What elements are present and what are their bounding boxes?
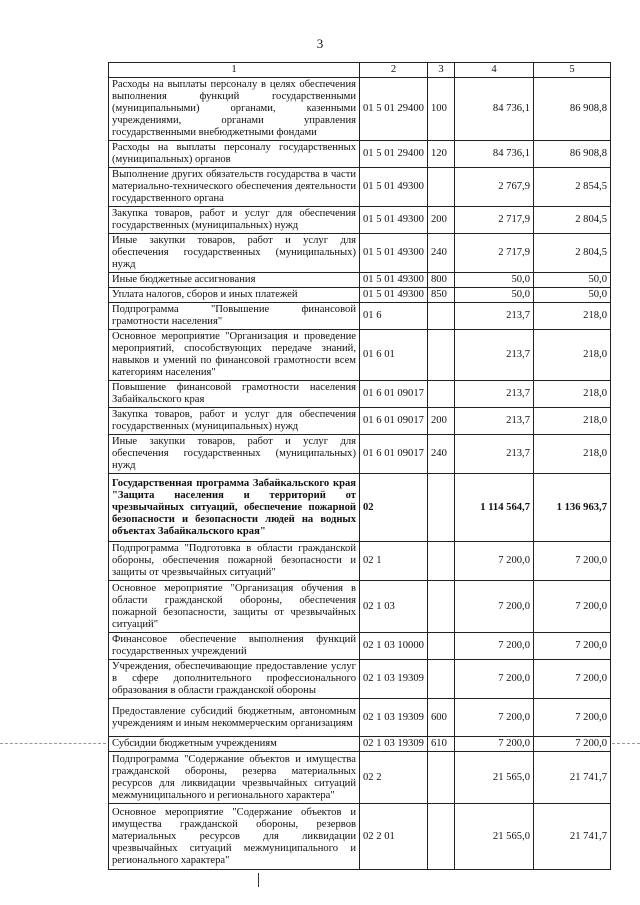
table-row (109, 234, 611, 273)
row-amount-year1: 84 736,1 (455, 141, 534, 168)
row-amount-year1: 213,7 (455, 408, 534, 435)
row-amount-year2: 218,0 (534, 381, 611, 408)
column-number: 5 (534, 63, 611, 78)
table-row (109, 408, 611, 435)
row-code: 02 (360, 474, 428, 542)
row-amount-year2: 21 741,7 (534, 804, 611, 870)
row-amount-year1: 21 565,0 (455, 752, 534, 804)
table-row (109, 288, 611, 303)
scan-artifact-line (612, 743, 640, 744)
table-row (109, 542, 611, 581)
column-number: 3 (428, 63, 455, 78)
row-code: 01 5 01 29400 (360, 141, 428, 168)
row-amount-year2: 218,0 (534, 435, 611, 474)
table-row (109, 581, 611, 633)
row-amount-year2: 7 200,0 (534, 581, 611, 633)
row-code: 02 1 03 19309 (360, 699, 428, 737)
row-name: Подпрограмма "Подготовка в области гражданской обороны, обеспечения пожарной безопасности и защиты от чрезвычайных ситуаций" (109, 542, 360, 581)
row-expense-type (428, 633, 455, 660)
row-amount-year2: 50,0 (534, 273, 611, 288)
row-name: Субсидии бюджетным учреждениям (109, 737, 360, 752)
row-expense-type: 610 (428, 737, 455, 752)
column-number: 2 (360, 63, 428, 78)
table-row (109, 207, 611, 234)
row-name: Уплата налогов, сборов и иных платежей (109, 288, 360, 303)
row-amount-year1: 213,7 (455, 381, 534, 408)
row-amount-year1: 2 767,9 (455, 168, 534, 207)
row-name: Закупка товаров, работ и услуг для обеспечения государственных (муниципальных) нужд (109, 207, 360, 234)
table-row (109, 78, 611, 141)
row-amount-year1: 7 200,0 (455, 660, 534, 699)
table-row (109, 435, 611, 474)
table-row (109, 330, 611, 381)
row-expense-type (428, 660, 455, 699)
row-name: Основное мероприятие "Организация обучения в области гражданской обороны, обеспечения пожарной безопасности, защиты от чрезвычайных ситуаций" (109, 581, 360, 633)
page-number: 3 (316, 36, 324, 51)
table-row (109, 660, 611, 699)
row-code: 02 2 01 (360, 804, 428, 870)
row-code: 01 5 01 29400 (360, 78, 428, 141)
row-amount-year2: 50,0 (534, 288, 611, 303)
table-row (109, 633, 611, 660)
row-name: Государственная программа Забайкальского края "Защита населения и территорий от чрезвычайных ситуаций, обеспечение пожарной безопасности и безопасности людей на водных объектах Забайкальского края" (109, 474, 360, 542)
scan-artifact-mark (258, 873, 259, 887)
table-row (109, 303, 611, 330)
row-amount-year2: 7 200,0 (534, 660, 611, 699)
row-amount-year2: 21 741,7 (534, 752, 611, 804)
scan-artifact-line (0, 743, 106, 744)
row-expense-type: 240 (428, 435, 455, 474)
row-amount-year1: 50,0 (455, 273, 534, 288)
row-code: 01 5 01 49300 (360, 288, 428, 303)
table-row (109, 474, 611, 542)
row-code: 01 6 01 09017 (360, 381, 428, 408)
row-name: Расходы на выплаты персоналу в целях обеспечения выполнения функций государственными (муниципальными) органами, казенными учреждениями, органами управления государственными внебюджетными фондами (109, 78, 360, 141)
row-amount-year1: 7 200,0 (455, 581, 534, 633)
table-row (109, 381, 611, 408)
table-row (109, 752, 611, 804)
row-expense-type (428, 381, 455, 408)
row-code: 01 5 01 49300 (360, 273, 428, 288)
column-number-row (109, 63, 611, 78)
row-amount-year1: 7 200,0 (455, 542, 534, 581)
row-amount-year2: 7 200,0 (534, 737, 611, 752)
row-code: 02 1 (360, 542, 428, 581)
row-expense-type: 800 (428, 273, 455, 288)
row-code: 01 6 01 (360, 330, 428, 381)
row-expense-type: 850 (428, 288, 455, 303)
row-name: Расходы на выплаты персоналу государственных (муниципальных) органов (109, 141, 360, 168)
row-name: Финансовое обеспечение выполнения функций государственных учреждений (109, 633, 360, 660)
column-number: 4 (455, 63, 534, 78)
row-amount-year2: 2 804,5 (534, 207, 611, 234)
row-name: Учреждения, обеспечивающие предоставление услуг в сфере дополнительного профессионального образования в области гражданской обороны (109, 660, 360, 699)
table-row (109, 273, 611, 288)
row-name: Выполнение других обязательств государства в части материально-технического обеспечения деятельности государственного органа (109, 168, 360, 207)
row-expense-type: 200 (428, 408, 455, 435)
table-row (109, 141, 611, 168)
row-amount-year1: 2 717,9 (455, 207, 534, 234)
row-amount-year1: 7 200,0 (455, 633, 534, 660)
row-amount-year1: 50,0 (455, 288, 534, 303)
row-code: 02 1 03 10000 (360, 633, 428, 660)
row-amount-year1: 213,7 (455, 330, 534, 381)
row-expense-type: 600 (428, 699, 455, 737)
row-amount-year2: 218,0 (534, 408, 611, 435)
table-row (109, 699, 611, 737)
row-code: 02 1 03 (360, 581, 428, 633)
row-amount-year2: 218,0 (534, 303, 611, 330)
row-expense-type (428, 752, 455, 804)
row-expense-type (428, 303, 455, 330)
row-amount-year2: 7 200,0 (534, 542, 611, 581)
row-amount-year1: 1 114 564,7 (455, 474, 534, 542)
row-amount-year2: 2 804,5 (534, 234, 611, 273)
row-name: Иные бюджетные ассигнования (109, 273, 360, 288)
row-name: Основное мероприятие "Организация и проведение мероприятий, способствующих передаче знаний, навыков и умений по финансовой грамотности всем категориям населения" (109, 330, 360, 381)
row-expense-type: 240 (428, 234, 455, 273)
row-expense-type (428, 581, 455, 633)
row-name: Иные закупки товаров, работ и услуг для обеспечения государственных (муниципальных) нужд (109, 234, 360, 273)
table-row (109, 168, 611, 207)
row-name: Повышение финансовой грамотности населения Забайкальского края (109, 381, 360, 408)
row-code: 02 1 03 19309 (360, 737, 428, 752)
row-code: 01 6 01 09017 (360, 435, 428, 474)
row-amount-year2: 7 200,0 (534, 633, 611, 660)
row-amount-year2: 218,0 (534, 330, 611, 381)
row-expense-type: 120 (428, 141, 455, 168)
row-expense-type (428, 168, 455, 207)
table-row (109, 737, 611, 752)
row-amount-year1: 84 736,1 (455, 78, 534, 141)
row-amount-year1: 21 565,0 (455, 804, 534, 870)
row-amount-year2: 86 908,8 (534, 78, 611, 141)
row-code: 01 5 01 49300 (360, 207, 428, 234)
row-amount-year2: 86 908,8 (534, 141, 611, 168)
row-expense-type (428, 804, 455, 870)
table-row (109, 804, 611, 870)
row-code: 02 1 03 19309 (360, 660, 428, 699)
row-amount-year2: 7 200,0 (534, 699, 611, 737)
budget-table (108, 62, 611, 870)
row-amount-year2: 2 854,5 (534, 168, 611, 207)
row-amount-year1: 213,7 (455, 303, 534, 330)
row-code: 01 6 (360, 303, 428, 330)
row-expense-type: 100 (428, 78, 455, 141)
row-code: 01 5 01 49300 (360, 168, 428, 207)
column-number: 1 (109, 63, 360, 78)
row-code: 01 6 01 09017 (360, 408, 428, 435)
row-amount-year1: 7 200,0 (455, 699, 534, 737)
row-expense-type (428, 542, 455, 581)
row-amount-year1: 2 717,9 (455, 234, 534, 273)
row-expense-type (428, 474, 455, 542)
row-name: Закупка товаров, работ и услуг для обеспечения государственных (муниципальных) нужд (109, 408, 360, 435)
row-name: Подпрограмма "Содержание объектов и имущества гражданской обороны, резерва материальных ресурсов для ликвидации чрезвычайных ситуаций межмуниципального и регионального характера" (109, 752, 360, 804)
row-code: 02 2 (360, 752, 428, 804)
row-name: Иные закупки товаров, работ и услуг для обеспечения государственных (муниципальных) нужд (109, 435, 360, 474)
row-name: Предоставление субсидий бюджетным, автономным учреждениям и иным некоммерческим организациям (109, 699, 360, 737)
row-expense-type (428, 330, 455, 381)
row-expense-type: 200 (428, 207, 455, 234)
row-code: 01 5 01 49300 (360, 234, 428, 273)
row-name: Подпрограмма "Повышение финансовой грамотности населения" (109, 303, 360, 330)
row-name: Основное мероприятие "Содержание объектов и имущества гражданской обороны, резервов материальных ресурсов для ликвидации чрезвычайных ситуаций межмуниципального и регионального характера" (109, 804, 360, 870)
row-amount-year1: 7 200,0 (455, 737, 534, 752)
row-amount-year2: 1 136 963,7 (534, 474, 611, 542)
row-amount-year1: 213,7 (455, 435, 534, 474)
